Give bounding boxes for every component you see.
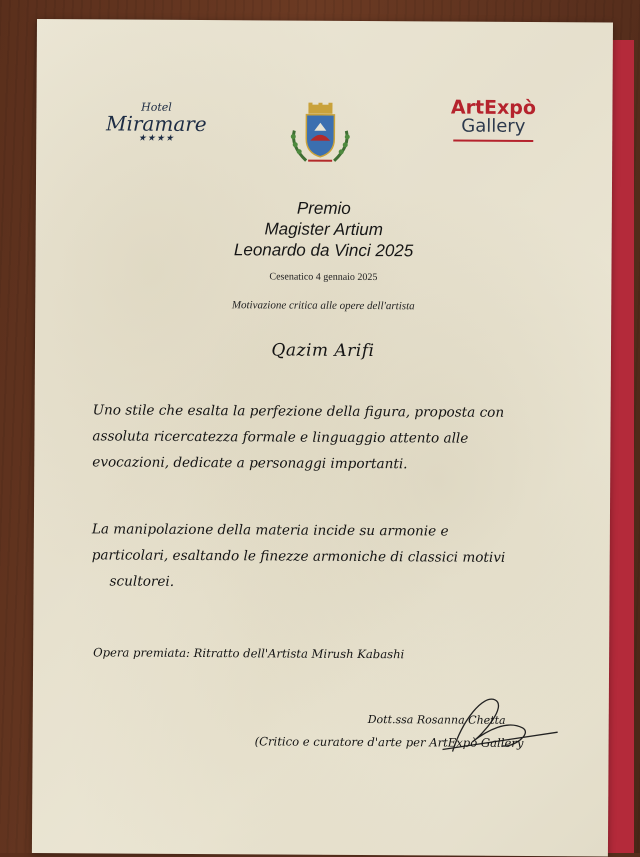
signatory-role: (Critico e curatore d'arte per ArtExpò Gallery: [254, 734, 524, 750]
critique-line: particolari, esaltando le finezze armoniche di classici motivi: [91, 547, 506, 566]
critique-line: evocazioni, dedicate a personaggi importanti.: [92, 454, 408, 473]
critique-paragraph-2: [91, 516, 531, 597]
gallery-logo-tagline: [438, 137, 548, 143]
critique-line: La manipolazione della materia incide su armonie e: [91, 521, 449, 540]
artexpo-gallery-logo: [438, 97, 548, 143]
award-title-line2: Magister Artium: [264, 219, 383, 240]
gallery-logo-title: ArtExpò: [450, 96, 537, 120]
motivation-heading: Motivazione critica alle opere dell'artista: [231, 299, 415, 313]
hotel-logo-stars: ★★★★: [138, 133, 175, 144]
award-title-line1: Premio: [296, 198, 351, 218]
award-date: Cesenatico 4 gennaio 2025: [269, 271, 378, 284]
signatory-name: Dott.ssa Rosanna Chetta: [367, 713, 506, 727]
certificate: [32, 19, 613, 857]
critique-line: scultorei.: [109, 573, 175, 590]
critique-line: Uno stile che esalta la perfezione della figura, proposta con: [92, 402, 505, 421]
critique-paragraph-1: [92, 397, 532, 478]
gallery-logo-subtitle: Gallery: [461, 115, 526, 137]
critique-line: assoluta ricercatezza formale e linguaggio attento alle: [92, 428, 469, 447]
hotel-logo-line1: Hotel: [141, 100, 172, 114]
municipal-coat-of-arms-icon: [284, 101, 356, 167]
artist-name: Qazim Arifi: [271, 340, 375, 362]
awarded-work: Opera premiata: Ritratto dell'Artista Mirush Kabashi: [93, 645, 405, 662]
hotel-logo-name: Miramare: [105, 111, 207, 137]
hotel-miramare-logo: [96, 101, 216, 144]
award-title-line3: Leonardo da Vinci 2025: [233, 240, 414, 261]
